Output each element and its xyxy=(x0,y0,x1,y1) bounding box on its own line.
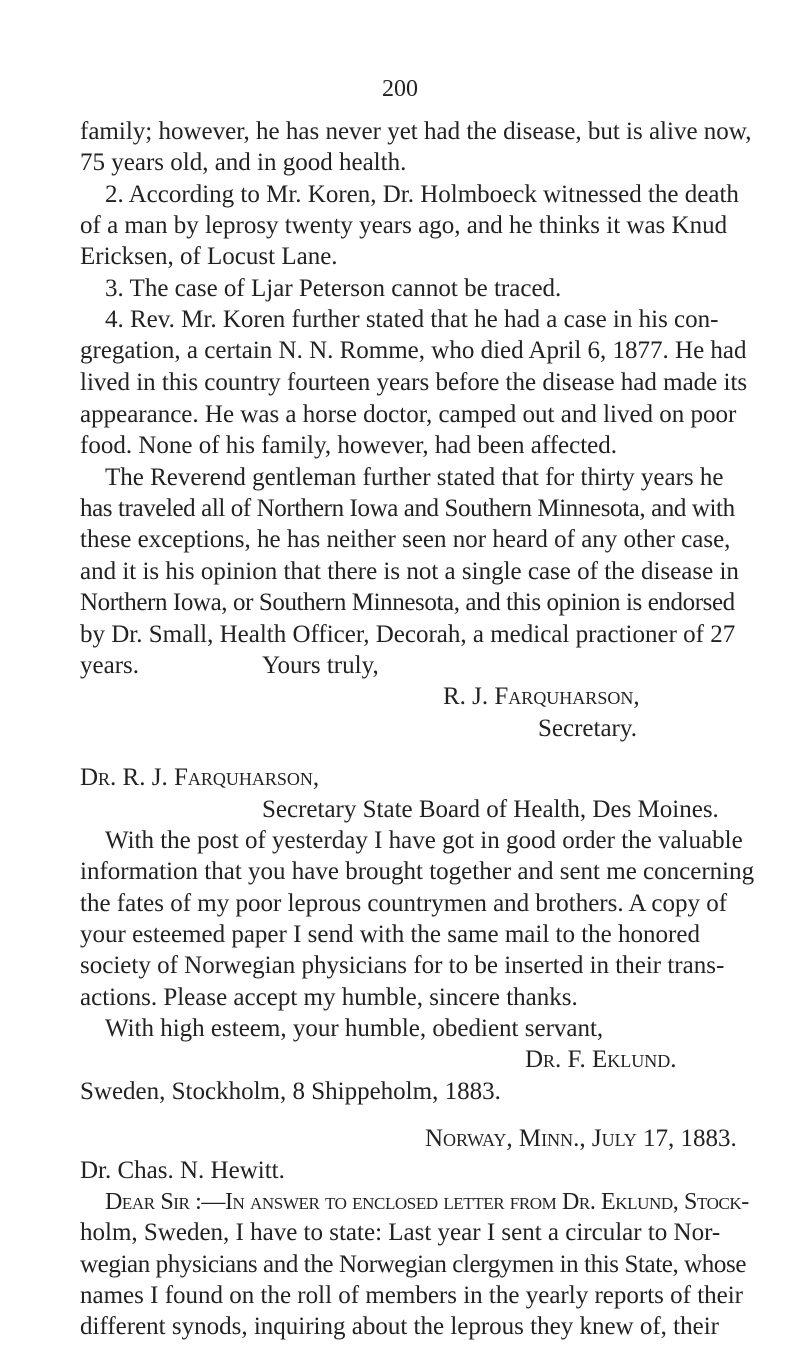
text-line: society of Norwegian physicians for to be inserted in their trans- xyxy=(80,951,725,979)
text-line: Norway, Minn., July 17, 1883. xyxy=(425,1124,737,1152)
text-line: appearance. He was a horse doctor, camped out and lived on poor xyxy=(80,400,737,428)
text-line: the fates of my poor leprous countrymen and brothers. A copy of xyxy=(80,889,728,917)
text-line: has traveled all of Northern Iowa and Southern Minnesota, and with xyxy=(80,494,735,522)
text-line: Sweden, Stockholm, 8 Shippeholm, 1883. xyxy=(80,1078,501,1106)
text-line: 75 years old, and in good health. xyxy=(80,149,407,177)
text-line: different synods, inquiring about the leprous they knew of, their xyxy=(80,1313,719,1340)
text-line: Dear Sir :—In answer to enclosed letter from Dr. Eklund, Stock- xyxy=(105,1188,749,1215)
text-line: actions. Please accept my humble, sincere thanks. xyxy=(80,983,578,1011)
text-line: Ericksen, of Locust Lane. xyxy=(80,243,338,271)
text-line: Dr. Chas. N. Hewitt. xyxy=(80,1156,285,1184)
text-line: Secretary State Board of Health, Des Moines. xyxy=(262,795,719,823)
text-line: information that you have brought together and sent me concerning xyxy=(80,857,755,885)
text-line: lived in this country fourteen years before the disease had made its xyxy=(80,369,748,397)
text-line: wegian physicians and the Norwegian clergymen in this State, whose xyxy=(80,1250,747,1278)
page-number: 200 xyxy=(382,76,418,102)
text-line: gregation, a certain N. N. Romme, who died April 6, 1877. He had xyxy=(80,337,747,365)
text-line: The Reverend gentleman further stated that for thirty years he xyxy=(105,463,724,491)
text-line: food. None of his family, however, had been affected. xyxy=(80,431,617,459)
text-line: 4. Rev. Mr. Koren further stated that he had a case in his con- xyxy=(105,306,719,334)
text-line: With the post of yesterday I have got in good order the valuable xyxy=(105,826,743,854)
text-line: by Dr. Small, Health Officer, Decorah, a medical practioner of 27 xyxy=(80,620,736,648)
text-line: your esteemed paper I send with the same mail to the honored xyxy=(80,920,700,948)
text-line: With high esteem, your humble, obedient servant, xyxy=(105,1014,604,1042)
text-line: of a man by leprosy twenty years ago, and he thinks it was Knud xyxy=(80,212,728,240)
text-line: these exceptions, he has neither seen nor heard of any other case, xyxy=(80,525,731,553)
text-line: and it is his opinion that there is not a single case of the disease in xyxy=(80,557,739,585)
text-line: Yours truly, xyxy=(262,651,379,679)
text-line: Northern Iowa, or Southern Minnesota, and this opinion is endorsed xyxy=(80,588,735,616)
text-line: 2. According to Mr. Koren, Dr. Holmboeck witnessed the death xyxy=(105,181,739,209)
text-line: Secretary. xyxy=(538,715,638,743)
text-line: 3. The case of Ljar Peterson cannot be traced. xyxy=(105,275,562,303)
text-line: names I found on the roll of members in the yearly reports of their xyxy=(80,1281,744,1309)
text-line: family; however, he has never yet had the disease, but is alive now, xyxy=(80,118,752,145)
text-line: years. xyxy=(80,651,139,679)
text-line: R. J. Farquharson, xyxy=(443,683,640,711)
text-line: Dr. F. Eklund. xyxy=(525,1046,677,1074)
text-line: holm, Sweden, I have to state: Last year I sent a circular to Nor- xyxy=(80,1218,721,1246)
text-line: Dr. R. J. Farquharson, xyxy=(80,763,320,791)
